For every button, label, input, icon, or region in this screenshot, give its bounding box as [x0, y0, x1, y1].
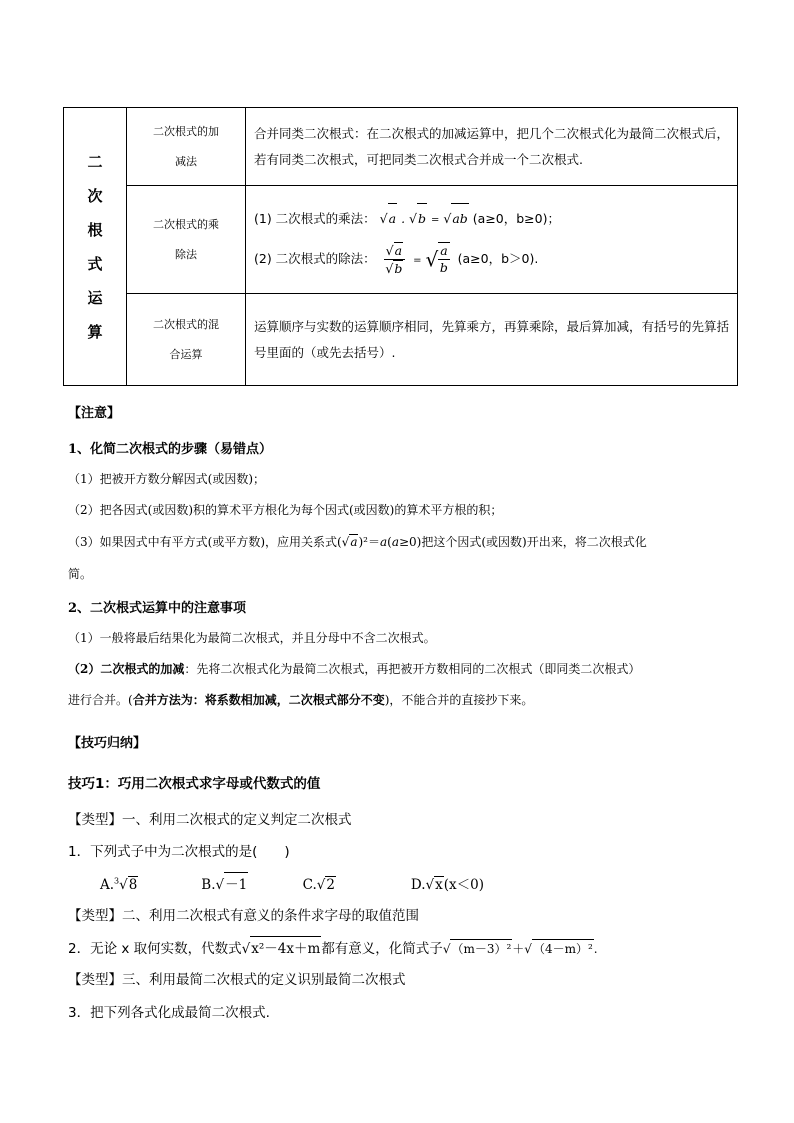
notes-section2-title: 2、二次根式运算中的注意事项: [68, 601, 247, 616]
type3-label: 【类型】三、利用最简二次根式的定义识别最简二次根式: [68, 972, 406, 988]
question-3: 3．把下列各式化成最简二次根式.: [68, 1005, 270, 1021]
side-char: 二: [87, 152, 103, 171]
option-b: B.√－1: [201, 872, 298, 893]
notes-s1-item3: （3）如果因式中有平方式(或平方数)，应用关系式(√a)²＝a(a≥0)把这个因式(或因数)开出来，将二次根式化: [68, 535, 647, 549]
skill1-title: 技巧1：巧用二次根式求字母或代数式的值: [68, 776, 321, 792]
side-char: 式: [87, 254, 103, 273]
row-text-addition: 合并同类二次根式：在二次根式的加减运算中，把几个二次根式化为最简二次根式后，若有同类二次根式，可把同类二次根式合并成一个二次根式.: [246, 108, 738, 186]
notes-s1-item1: （1）把被开方数分解因式(或因数)；: [68, 472, 265, 486]
option-a: A.$^3$√8: [100, 876, 138, 893]
question-1: 1．下列式子中为二次根式的是( ): [68, 844, 290, 860]
notes-s2-item2: （2）二次根式的加减：先将二次根式化为最简二次根式，再把被开方数相同的二次根式（即同类二次根式）: [68, 662, 641, 676]
notes-s2-item2-cont: 进行合并。(合并方法为：将系数相加减，二次根式部分不变)，不能合并的直接抄下来。: [68, 693, 534, 707]
type1-label: 【类型】一、利用二次根式的定义判定二次根式: [68, 812, 352, 828]
row-label-multiply-divide: 二次根式的乘 除法: [127, 186, 246, 294]
table-side-heading: [64, 108, 127, 386]
question-2: 2．无论 x 取何实数，代数式√x²－4x＋m都有意义，化简式子√（m－3）²＋√（4－m）².: [68, 936, 598, 957]
side-char: 次: [87, 186, 103, 205]
row-label-addition: 二次根式的加 减法: [127, 108, 246, 186]
div-formula-left: $\frac{√a}{√b}$: [384, 242, 405, 277]
operations-table: [63, 107, 738, 386]
relation-formula: (√a)²＝a(a≥0): [337, 535, 422, 549]
mult-formula: √a . √b = √ab: [380, 211, 469, 226]
side-char: 根: [87, 220, 103, 239]
option-d: D.√x(x＜0): [410, 877, 485, 893]
multiplication-rule: (1) 二次根式的乘法： √a . √b = √ab (a≥0，b≥0)；: [254, 203, 731, 236]
type2-label: 【类型】二、利用二次根式有意义的条件求字母的取值范围: [68, 908, 419, 924]
division-rule: (2) 二次根式的除法： $\frac{√a}{√b}$ = √ $\frac{a}{b}$ (a≥0，b＞0).: [254, 242, 539, 276]
expr-simplify: √（m－3）²＋√（4－m）².: [443, 942, 598, 956]
side-char: 算: [87, 322, 103, 341]
notes-s1-item3-cont: 简。: [68, 567, 93, 581]
q1-options: [100, 872, 484, 893]
skills-heading: 【技巧归纳】: [68, 736, 147, 751]
expr-sqrt-x2: √x²－4x＋m: [242, 941, 322, 957]
div-formula-right: $\frac{a}{b}$: [439, 243, 448, 275]
row-label-mixed: 二次根式的混 合运算: [127, 294, 246, 386]
row-text-mixed: 运算顺序与实数的运算顺序相同，先算乘方，再算乘除，最后算加减，有括号的先算括号里面的（或先去括号）.: [246, 294, 738, 386]
notes-section1-title: 1、化简二次根式的步骤（易错点）: [68, 442, 273, 457]
row-content-multiply-divide: [246, 186, 738, 294]
notes-s1-item2: （2）把各因式(或因数)积的算术平方根化为每个因式(或因数)的算术平方根的积；: [68, 503, 503, 517]
side-char: 运: [87, 288, 103, 307]
option-c: C.√2: [302, 877, 335, 893]
notes-s2-item1: （1）一般将最后结果化为最简二次根式，并且分母中不含二次根式。: [68, 631, 436, 645]
notes-heading: 【注意】: [68, 406, 121, 421]
